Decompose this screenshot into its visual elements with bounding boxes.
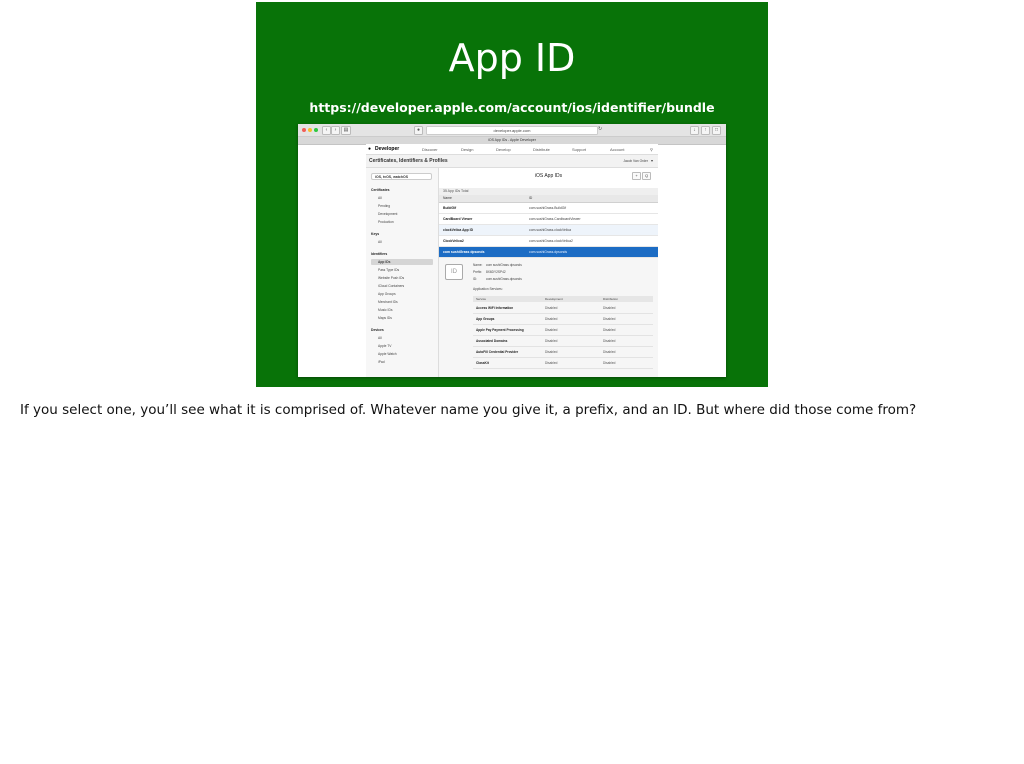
services-col-service: Service <box>476 297 487 301</box>
shield-icon[interactable]: ● <box>414 126 423 135</box>
sidebar-item-cert-production[interactable]: Production <box>378 220 394 224</box>
service-dist-status: Disabled <box>603 317 616 321</box>
column-header-id[interactable]: ID <box>529 196 533 200</box>
sidebar-item-pass-type-ids[interactable]: Pass Type IDs <box>378 268 400 272</box>
row-name: com sushiGrass dpsonds <box>443 250 485 254</box>
sidebar-item-apple-tv[interactable]: Apple TV <box>378 344 392 348</box>
service-row <box>473 347 653 358</box>
table-row-selected[interactable] <box>439 247 658 258</box>
service-name: Apple Pay Payment Processing <box>476 328 524 332</box>
service-name: App Groups <box>476 317 495 321</box>
minimize-window-icon[interactable] <box>308 128 312 132</box>
zoom-window-icon[interactable] <box>314 128 318 132</box>
table-row[interactable] <box>439 214 658 225</box>
browser-screenshot <box>298 124 726 377</box>
service-row <box>473 314 653 325</box>
services-header <box>473 296 653 302</box>
column-header-name[interactable]: Name <box>443 196 452 200</box>
sidebar-item-maps-ids[interactable]: Maps IDs <box>378 316 392 320</box>
row-name: clockVelica App ID <box>443 228 474 232</box>
nav-link-design[interactable]: Design <box>461 147 474 152</box>
browser-toolbar: ‹ › ▤ ● developer.apple.com ↻ ↓ ↑ □ <box>298 124 726 137</box>
download-icon[interactable]: ↓ <box>690 126 699 135</box>
table-header <box>439 195 658 203</box>
service-dist-status: Disabled <box>603 339 616 343</box>
sidebar-section-keys: Keys <box>371 232 380 236</box>
nav-link-distribute[interactable]: Distribute <box>533 147 550 152</box>
search-button[interactable]: Q <box>642 172 651 180</box>
sidebar-item-keys-all[interactable]: All <box>378 240 382 244</box>
services-col-distribution: Distribution <box>603 297 619 301</box>
main-title: iOS App IDs <box>534 173 563 179</box>
back-icon[interactable]: ‹ <box>322 126 331 135</box>
detail-prefix-label: Prefix: <box>473 270 483 274</box>
app-id-icon: ID <box>445 264 463 280</box>
app-id-detail <box>439 258 658 377</box>
table-count: 35 App IDs Total <box>439 188 658 195</box>
sidebar-item-website-push-ids[interactable]: Website Push IDs <box>378 276 405 280</box>
sidebar-item-devices-all[interactable]: All <box>378 336 382 340</box>
service-dist-status: Disabled <box>603 306 616 310</box>
sidebar-item-merchant-ids[interactable]: Merchant IDs <box>378 300 398 304</box>
service-dev-status: Disabled <box>545 328 558 332</box>
service-name: AutoFill Credential Provider <box>476 350 519 354</box>
detail-id-value: com.sushiGrass.dpsonds <box>486 277 522 281</box>
sidebar-section-identifiers: Identifiers <box>371 252 388 256</box>
sidebar-item-cert-all[interactable]: All <box>378 196 382 200</box>
slide-title: App ID <box>448 36 576 80</box>
service-row <box>473 358 653 369</box>
tabs-icon[interactable]: □ <box>712 126 721 135</box>
row-name: BuildGif <box>443 206 457 210</box>
browser-tab[interactable]: iOS App IDs - Apple Developer <box>298 137 726 145</box>
sidebar-item-icloud-containers[interactable]: iCloud Containers <box>378 284 405 288</box>
slide-url: https://developer.apple.com/account/ios/identifier/bundle <box>309 100 715 115</box>
subheader-title: Certificates, Identifiers & Profiles <box>369 158 448 164</box>
nav-link-discover[interactable]: Discover <box>422 147 438 152</box>
chevron-down-icon[interactable]: ▾ <box>650 158 653 163</box>
row-id: com.sushiGrass.dpsonds <box>529 250 568 254</box>
nav-link-develop[interactable]: Develop <box>496 147 511 152</box>
service-dist-status: Disabled <box>603 328 616 332</box>
address-bar[interactable]: developer.apple.com <box>426 126 598 135</box>
service-row <box>473 325 653 336</box>
service-dev-status: Disabled <box>545 317 558 321</box>
table-row[interactable] <box>439 225 658 236</box>
detail-name-label: Name: <box>473 263 483 267</box>
close-window-icon[interactable] <box>302 128 306 132</box>
service-dev-status: Disabled <box>545 306 558 310</box>
service-dist-status: Disabled <box>603 350 616 354</box>
row-name: ClockVelica2 <box>443 239 464 243</box>
sidebar-item-app-groups[interactable]: App Groups <box>378 292 396 296</box>
sidebar-toggle-icon[interactable]: ▤ <box>341 126 351 135</box>
row-id: com.sushiGrass.clockVelica <box>529 228 572 232</box>
sidebar-item-app-ids[interactable]: App IDs <box>378 260 391 264</box>
nav-link-account[interactable]: Account <box>610 147 625 152</box>
search-icon[interactable]: ⚲ <box>650 147 653 152</box>
sidebar-item-cert-development[interactable]: Development <box>378 212 398 216</box>
services-title: Application Services: <box>473 287 503 291</box>
user-menu[interactable]: Jacob Van Order <box>623 159 648 163</box>
service-row <box>473 303 653 314</box>
service-row <box>473 336 653 347</box>
service-name: ClassKit <box>476 361 489 365</box>
table-row[interactable] <box>439 203 658 214</box>
sidebar-item-cert-pending[interactable]: Pending <box>378 204 391 208</box>
service-name: Associated Domains <box>476 339 508 343</box>
sidebar-section-certificates: Certificates <box>371 188 390 192</box>
service-dist-status: Disabled <box>603 361 616 365</box>
nav-link-support[interactable]: Support <box>572 147 587 152</box>
developer-brand[interactable]: Developer <box>375 146 400 152</box>
platform-select[interactable]: iOS, tvOS, watchOS <box>371 173 432 180</box>
sidebar-section-devices: Devices <box>371 328 384 332</box>
subheader <box>366 155 658 168</box>
row-name: CardBoard Viewer <box>443 217 473 221</box>
slide-caption: If you select one, you’ll see what it is comprised of. Whatever name you give it, a prefix, and an ID. But where did those come from? <box>20 402 917 418</box>
row-id: com.sushiGrass.CardboardViewer <box>529 217 581 221</box>
sidebar-item-ipad[interactable]: iPad <box>378 360 385 364</box>
sidebar <box>366 168 439 377</box>
detail-name-value: com sushiGrass dpsonds <box>486 263 522 267</box>
service-dev-status: Disabled <box>545 350 558 354</box>
main-panel <box>439 168 658 377</box>
services-col-development: Development <box>545 297 563 301</box>
service-dev-status: Disabled <box>545 339 558 343</box>
detail-prefix-value: 8X6DY2SP42 <box>486 270 506 274</box>
sidebar-item-music-ids[interactable]: Music IDs <box>378 308 393 312</box>
service-name: Access WiFi Information <box>476 306 514 310</box>
sidebar-item-apple-watch[interactable]: Apple Watch <box>378 352 397 356</box>
detail-id-label: ID: <box>473 277 478 281</box>
apple-logo-icon[interactable]: ● <box>368 146 372 152</box>
forward-icon[interactable]: › <box>331 126 340 135</box>
slide <box>256 2 768 387</box>
service-dev-status: Disabled <box>545 361 558 365</box>
developer-nav <box>366 144 658 155</box>
add-app-id-button[interactable]: + <box>632 172 641 180</box>
row-id: com.sushiGrass.BuildGif <box>529 206 567 210</box>
row-id: com.sushiGrass.clockVelica2 <box>529 239 573 243</box>
table-row[interactable] <box>439 236 658 247</box>
share-icon[interactable]: ↑ <box>701 126 710 135</box>
